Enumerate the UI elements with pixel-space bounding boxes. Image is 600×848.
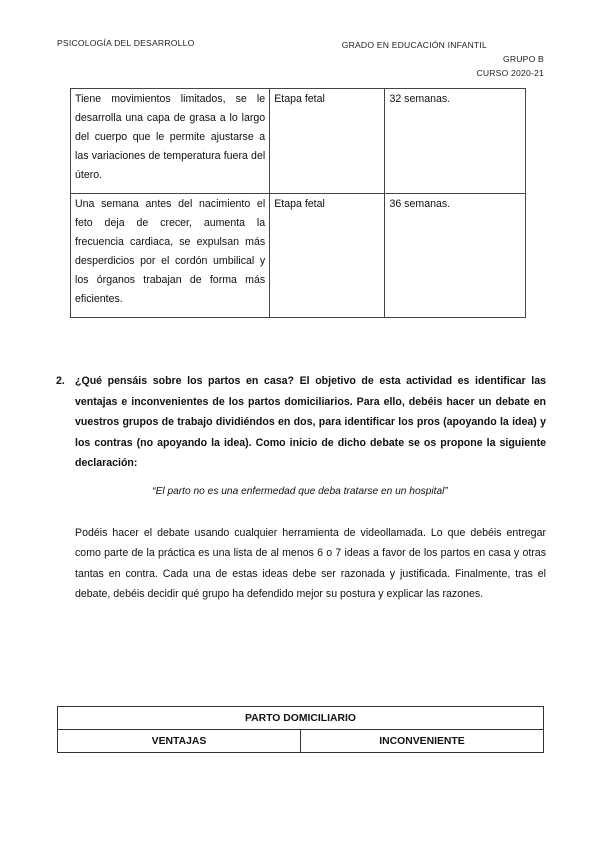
header-group: GRUPO B — [502, 54, 544, 64]
instructions-paragraph: Podéis hacer el debate usando cualquier herramienta de videollamada. Lo que debéis entregar como parte de la práctica es una lista de al menos 6 o 7 ideas a favor de los partos en casa y otras tantas en contra. Cada una de estas ideas debe ser razonada y justificada. Finalmente, tras el debate, debéis decidir qué grupo ha defendido mejor su postura y explicar las razones. — [75, 527, 546, 601]
row-stage: Etapa fetal — [270, 89, 385, 194]
row-weeks: 32 semanas. — [385, 89, 526, 194]
header-year: CURSO 2020-21 — [476, 68, 544, 78]
row-description: Una semana antes del nacimiento el feto deja de crecer, aumenta la frecuencia cardiaca, se expulsan más desperdicios por el cordón umbilical y los órganos trabajan de forma más eficientes. — [71, 194, 270, 318]
question-text: ¿Qué pensáis sobre los partos en casa? El objetivo de esta actividad es identificar las ventajas e inconvenientes de los partos domiciliarios. Para ello, debéis hacer un debate en vuestros grupos de trabajo dividiéndos en dos, para identificar los pros (apoyando la idea) y los contras (no apoyando la idea). Como inicio de dicho debate se os propone la siguiente declaración: — [75, 375, 546, 470]
cons-header: INCONVENIENTE — [301, 730, 544, 753]
header-right — [342, 38, 544, 80]
table-row — [71, 194, 526, 318]
question-number: 2. — [56, 375, 65, 387]
question-2 — [56, 371, 546, 474]
fetal-stages-table — [70, 88, 526, 318]
row-stage: Etapa fetal — [270, 194, 385, 318]
home-birth-title: PARTO DOMICILIARIO — [58, 707, 544, 730]
debate-statement: “El parto no es una enfermedad que deba tratarse en un hospital” — [152, 486, 448, 497]
row-weeks: 36 semanas. — [385, 194, 526, 318]
home-birth-table — [57, 706, 544, 753]
header-degree: GRADO EN EDUCACIÓN INFANTIL — [341, 40, 487, 50]
pros-header: VENTAJAS — [58, 730, 301, 753]
row-description: Tiene movimientos limitados, se le desarrolla una capa de grasa a lo largo del cuerpo que le permite ajustarse a las variaciones de temperatura fuera del útero. — [71, 89, 270, 194]
table-row — [71, 89, 526, 194]
header-course: PSICOLOGÍA DEL DESARROLLO — [57, 38, 195, 48]
